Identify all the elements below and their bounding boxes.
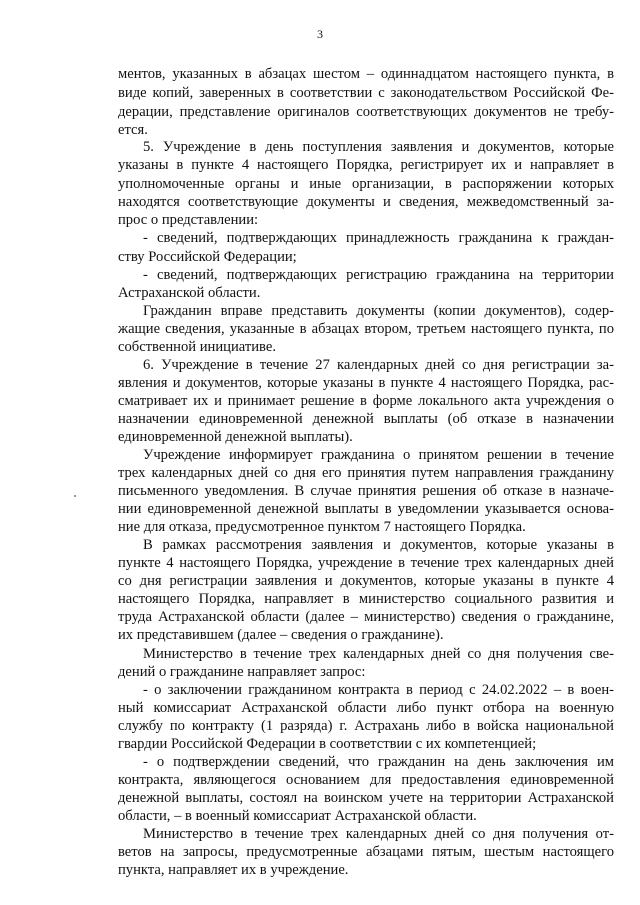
scan-speck [74, 495, 76, 497]
text-line: - сведений, подтверждающих принадлежность гражданина к граждан- [143, 230, 614, 246]
text-line: - о подтверждении сведений, что гражданин на день заключения им [143, 754, 614, 770]
text-line: 6. Учреждение в течение 27 календарных дней со дня регистрации за- [143, 357, 614, 373]
text-line: Министерство в течение трех календарных дней со дня получения све- [143, 646, 614, 662]
text-line: ный комиссариат Астраханской области либо пункт отбора на военную [118, 700, 614, 716]
text-line: уполномоченные органы и иные организации, в распоряжении которых [118, 176, 614, 192]
text-line: Учреждение информирует гражданина о принятом решении в течение [143, 447, 614, 463]
text-line: дений о гражданине направляет запрос: [118, 664, 366, 680]
text-line: пункте 4 настоящего Порядка, учреждение в течение трех календарных дней [118, 555, 614, 571]
text-line: ментов, указанных в абзацах шестом – одиннадцатом настоящего пункта, в [118, 66, 614, 82]
text-line: явления и документов, которые указаны в пункте 4 настоящего Порядка, рас- [118, 375, 614, 391]
text-line: труда Астраханской области (далее – министерство) сведения о гражданине, [118, 609, 614, 625]
text-line: находятся соответствующие документы и сведения, межведомственный за- [118, 194, 614, 210]
page-number: 3 [317, 27, 323, 41]
text-line: единовременной денежной выплаты). [118, 429, 353, 445]
text-line: денежной выплаты, состоял на воинском учете на территории Астраханской [118, 790, 614, 806]
text-line: Астраханской области. [118, 285, 261, 301]
text-line: настоящего Порядка, направляет в министерство социального развития и [118, 591, 614, 607]
text-line: службу по контракту (1 разряда) г. Астрахань либо в войска национальной [118, 718, 614, 734]
text-line: В рамках рассмотрения заявления и документов, которые указаны в [143, 537, 614, 553]
text-line: жащие сведения, указанные в абзацах втором, третьем настоящего пункта, по [118, 321, 614, 337]
text-line: контракта, являющегося основанием для предоставления единовременной [118, 772, 614, 788]
text-line: области, – в военный комиссариат Астраханской области. [118, 808, 477, 824]
text-line: Гражданин вправе представить документы (копии документов), содер- [143, 303, 614, 319]
text-line: собственной инициативе. [118, 339, 276, 355]
text-line: сматривает их и принимает решение в форме локального акта учреждения о [118, 393, 614, 409]
text-line: ние для отказа, предусмотренное пунктом 7 настоящего Порядка. [118, 519, 526, 535]
text-line: ется. [118, 122, 148, 138]
text-line: дерации, представление оригиналов соответствующих документов не требу- [118, 104, 614, 120]
text-line: - сведений, подтверждающих регистрацию гражданина на территории [143, 267, 614, 283]
text-line: пункта, направляет их в учреждение. [118, 862, 349, 878]
text-line: ству Российской Федерации; [118, 249, 297, 265]
text-line: прос о представлении: [118, 212, 259, 228]
text-line: их представившем (далее – сведения о гражданине). [118, 627, 444, 643]
text-line: виде копий, заверенных в соответствии с законодательством Российской Фе- [118, 85, 614, 101]
text-line: указаны в пункте 4 настоящего Порядка, регистрирует их и направляет в [118, 157, 614, 173]
text-line: 5. Учреждение в день поступления заявления и документов, которые [143, 139, 614, 155]
text-line: нии единовременной денежной выплаты в уведомлении указывается основа- [118, 501, 614, 517]
text-line: назначении единовременной денежной выплаты (об отказе в назначении [118, 411, 614, 427]
text-line: письменного уведомления. В случае принятия решения об отказе в назначе- [118, 483, 614, 499]
text-line: со дня регистрации заявления и документов, которые указаны в пункте 4 [118, 573, 614, 589]
text-line: - о заключении гражданином контракта в период с 24.02.2022 – в воен- [143, 682, 614, 698]
text-line: Министерство в течение трех календарных дней со дня получения от- [143, 826, 614, 842]
text-line: ветов на запросы, предусмотренные абзацами пятым, шестым настоящего [118, 844, 614, 860]
text-line: гвардии Российской Федерации в соответствии с их компетенцией; [118, 736, 537, 752]
text-line: трех календарных дней со дня его принятия путем направления гражданину [118, 465, 614, 481]
